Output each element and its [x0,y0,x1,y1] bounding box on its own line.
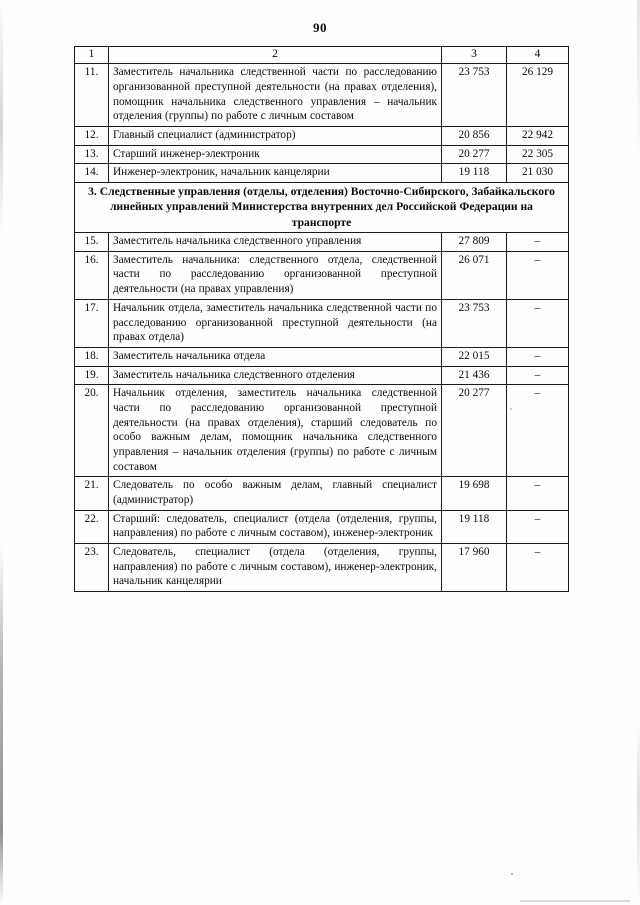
column-number-4: 4 [507,47,569,64]
salary-column-4-cell: – [507,366,569,385]
row-index-cell: 16. [75,251,109,299]
position-description-cell: Начальник отделения, заместитель начальника следственной части по расследованию организованной преступной деятельности (на правах отделения), старший следователь по особо важным делам, помощник начальника следственного управления – начальник отделения (группы) по работе с личным составом [109,385,442,477]
salary-column-3-cell: 19 118 [442,164,507,183]
row-index-cell: 21. [75,477,109,510]
table-row [75,299,569,347]
position-description-cell: Инженер-электроник, начальник канцелярии [109,164,442,183]
position-description-cell: Начальник отдела, заместитель начальника следственной части по расследованию организованной преступной деятельности (на правах отдела) [109,299,442,347]
table-row [75,64,569,127]
salary-column-4-cell: 22 942 [507,126,569,145]
salary-column-4-cell: – [507,299,569,347]
salary-column-4-cell: 21 030 [507,164,569,183]
column-number-1: 1 [75,47,109,64]
row-index-cell: 13. [75,145,109,164]
position-description-cell: Старший: следователь, специалист (отдела (отделения, группы, направления) по работе с личным составом), инженер-электроник [109,510,442,543]
table-section-heading-row [75,182,569,232]
salary-schedule-table-container [74,46,568,592]
row-index-cell: 17. [75,299,109,347]
salary-column-3-cell: 20 277 [442,145,507,164]
salary-column-4-cell: – [507,251,569,299]
salary-column-3-cell: 20 856 [442,126,507,145]
table-row [75,145,569,164]
position-description-cell: Заместитель начальника следственной части по расследованию организованной преступной деятельности (на правах отделения), помощник начальника следственного управления – начальник отделения (группы) по работе с личным составом [109,64,442,127]
salary-schedule-table [74,46,569,592]
salary-column-3-cell: 20 277 [442,385,507,477]
row-index-cell: 12. [75,126,109,145]
table-row [75,366,569,385]
scan-artifact-bottom-edge [520,900,630,902]
row-index-cell: 20. [75,385,109,477]
salary-column-3-cell: 21 436 [442,366,507,385]
salary-column-4-cell: – [507,385,569,477]
page-number: 90 [313,20,327,35]
salary-column-3-cell: 17 960 [442,543,507,591]
position-description-cell: Старший инженер-электроник [109,145,442,164]
position-description-cell: Главный специалист (администратор) [109,126,442,145]
salary-column-4-cell: – [507,510,569,543]
salary-column-4-cell: – [507,233,569,252]
row-index-cell: 22. [75,510,109,543]
scan-artifact-speck [511,873,513,875]
position-description-cell: Следователь, специалист (отдела (отделения, группы, направления) по работе с личным составом), инженер-электроник, начальник канцелярии [109,543,442,591]
position-description-cell: Заместитель начальника: следственного отдела, следственной части по расследованию организованной преступной деятельности (на правах управления) [109,251,442,299]
table-row [75,126,569,145]
row-index-cell: 11. [75,64,109,127]
salary-column-4-cell: – [507,347,569,366]
position-description-cell: Заместитель начальника следственного отделения [109,366,442,385]
row-index-cell: 18. [75,347,109,366]
salary-column-3-cell: 19 118 [442,510,507,543]
salary-column-4-cell: 22 305 [507,145,569,164]
salary-column-3-cell: 23 753 [442,299,507,347]
column-number-row [75,47,569,64]
table-row [75,164,569,183]
salary-column-3-cell: 22 015 [442,347,507,366]
column-number-2: 2 [109,47,442,64]
table-row [75,347,569,366]
salary-column-3-cell: 19 698 [442,477,507,510]
salary-column-3-cell: 23 753 [442,64,507,127]
table-row [75,385,569,477]
row-index-cell: 19. [75,366,109,385]
table-body [75,47,569,592]
position-description-cell: Следователь по особо важным делам, главный специалист (администратор) [109,477,442,510]
row-index-cell: 15. [75,233,109,252]
row-index-cell: 23. [75,543,109,591]
section-heading-text: 3. Следственные управления (отделы, отделения) Восточно-Сибирского, Забайкальского линейных управлений Министерства внутренних дел Российской Федерации на транспорте [75,182,569,232]
salary-column-4-cell: 26 129 [507,64,569,127]
table-row [75,510,569,543]
position-description-cell: Заместитель начальника следственного управления [109,233,442,252]
salary-column-4-cell: – [507,543,569,591]
table-row [75,251,569,299]
salary-column-3-cell: 26 071 [442,251,507,299]
row-index-cell: 14. [75,164,109,183]
salary-column-3-cell: 27 809 [442,233,507,252]
scan-artifact-left-edge [0,0,3,905]
table-row [75,477,569,510]
salary-column-4-cell: – [507,477,569,510]
table-row [75,233,569,252]
position-description-cell: Заместитель начальника отдела [109,347,442,366]
column-number-3: 3 [442,47,507,64]
table-row [75,543,569,591]
